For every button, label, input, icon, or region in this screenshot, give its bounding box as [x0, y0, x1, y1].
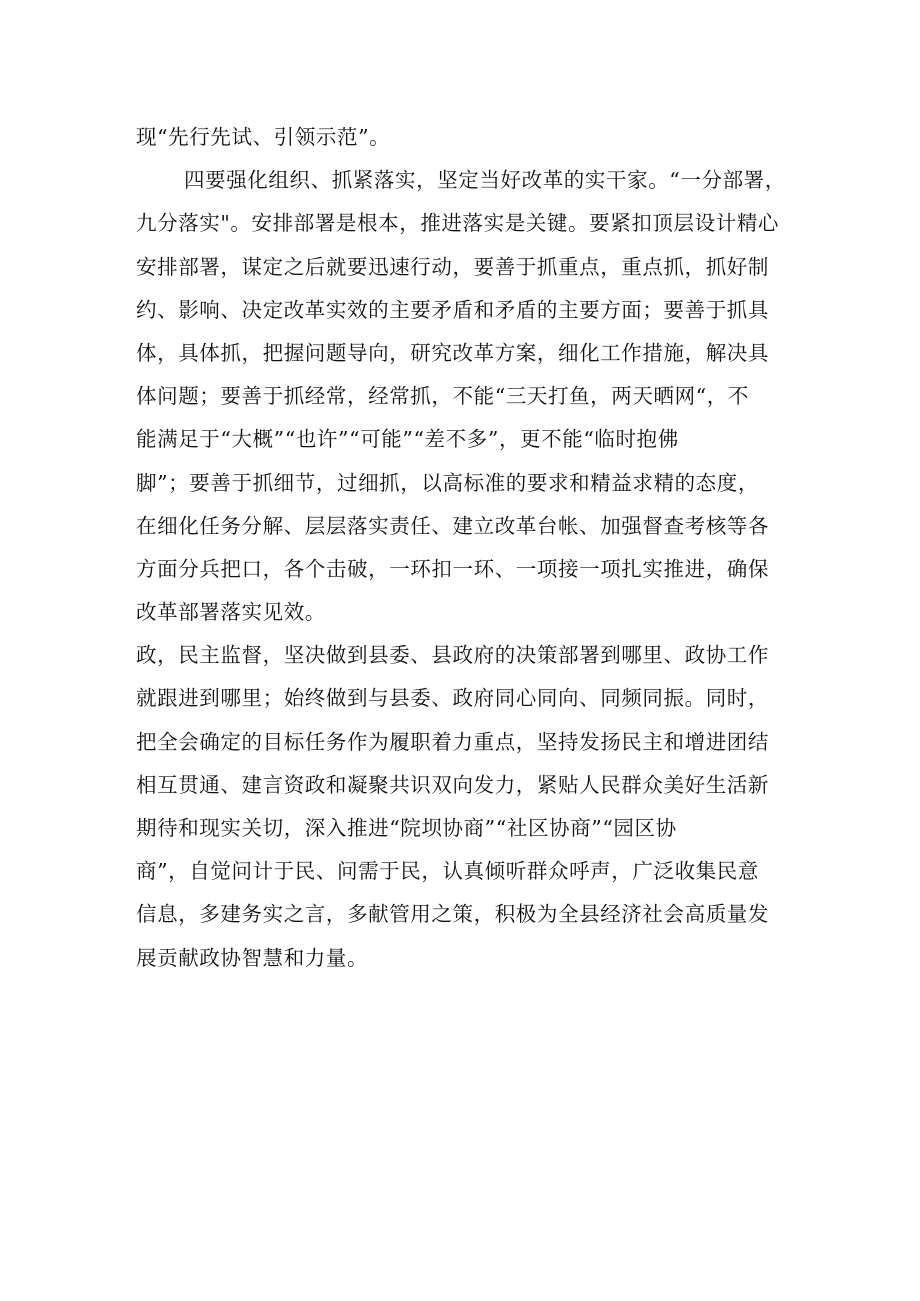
text-line: 期待和现实关切，深入推进“院坝协商”“社区协商”“园区协 [136, 816, 677, 840]
text-line: 改革部署落实见效。 [136, 600, 326, 625]
text-line: 就跟进到哪里；始终做到与县委、政府同心同向、同频同振。同时， [136, 686, 769, 711]
text-line: 能满足于“大概”“也许”“可能”“差不多”，更不能“临时抱佛 [136, 427, 679, 452]
text-line: 脚”；要善于抓细节，过细抓，以高标准的要求和精益求精的态度， [136, 470, 759, 495]
text-line: 政，民主监督，坚决做到县委、县政府的决策部署到哪里、政协工作 [136, 643, 769, 668]
text-line: 在细化任务分解、层层落实责任、建立改革台帐、加强督查考核等各 [136, 513, 769, 538]
body-text [136, 116, 786, 980]
text-line: 展贡献政协智慧和力量。 [136, 945, 369, 970]
text-line: 商”，自觉问计于民、问需于民，认真倾听群众呼声，广泛收集民意 [136, 859, 759, 884]
text-line: 四要强化组织、抓紧落实，坚定当好改革的实干家。“一分部署， [184, 168, 786, 193]
text-line: 体问题；要善于抓经常，经常抓，不能“三天打鱼，两天晒网“，不 [136, 384, 749, 409]
text-line: 信息，多建务实之言，多献管用之策，积极为全县经济社会高质量发 [136, 902, 769, 927]
text-line: 九分落实"。安排部署是根本，推进落实是关键。要紧扣顶层设计精心 [136, 211, 780, 236]
text-line: 相互贯通、建言资政和凝聚共识双向发力，紧贴人民群众美好生活新 [136, 772, 769, 797]
text-line: 把全会确定的目标任务作为履职着力重点，坚持发扬民主和增进团结 [136, 729, 769, 754]
text-line: 现“先行先试、引领示范”。 [136, 125, 391, 149]
text-line: 方面分兵把口，各个击破，一环扣一环、一项接一项扎实推进，确保 [136, 556, 769, 581]
text-line: 体，具体抓，把握问题导向，研究改革方案，细化工作措施，解决具 [136, 340, 769, 365]
text-line: 安排部署，谋定之后就要迅速行动，要善于抓重点，重点抓，抓好制 [136, 254, 769, 279]
text-line: 约、影响、决定改革实效的主要矛盾和矛盾的主要方面；要善于抓具 [136, 297, 769, 322]
